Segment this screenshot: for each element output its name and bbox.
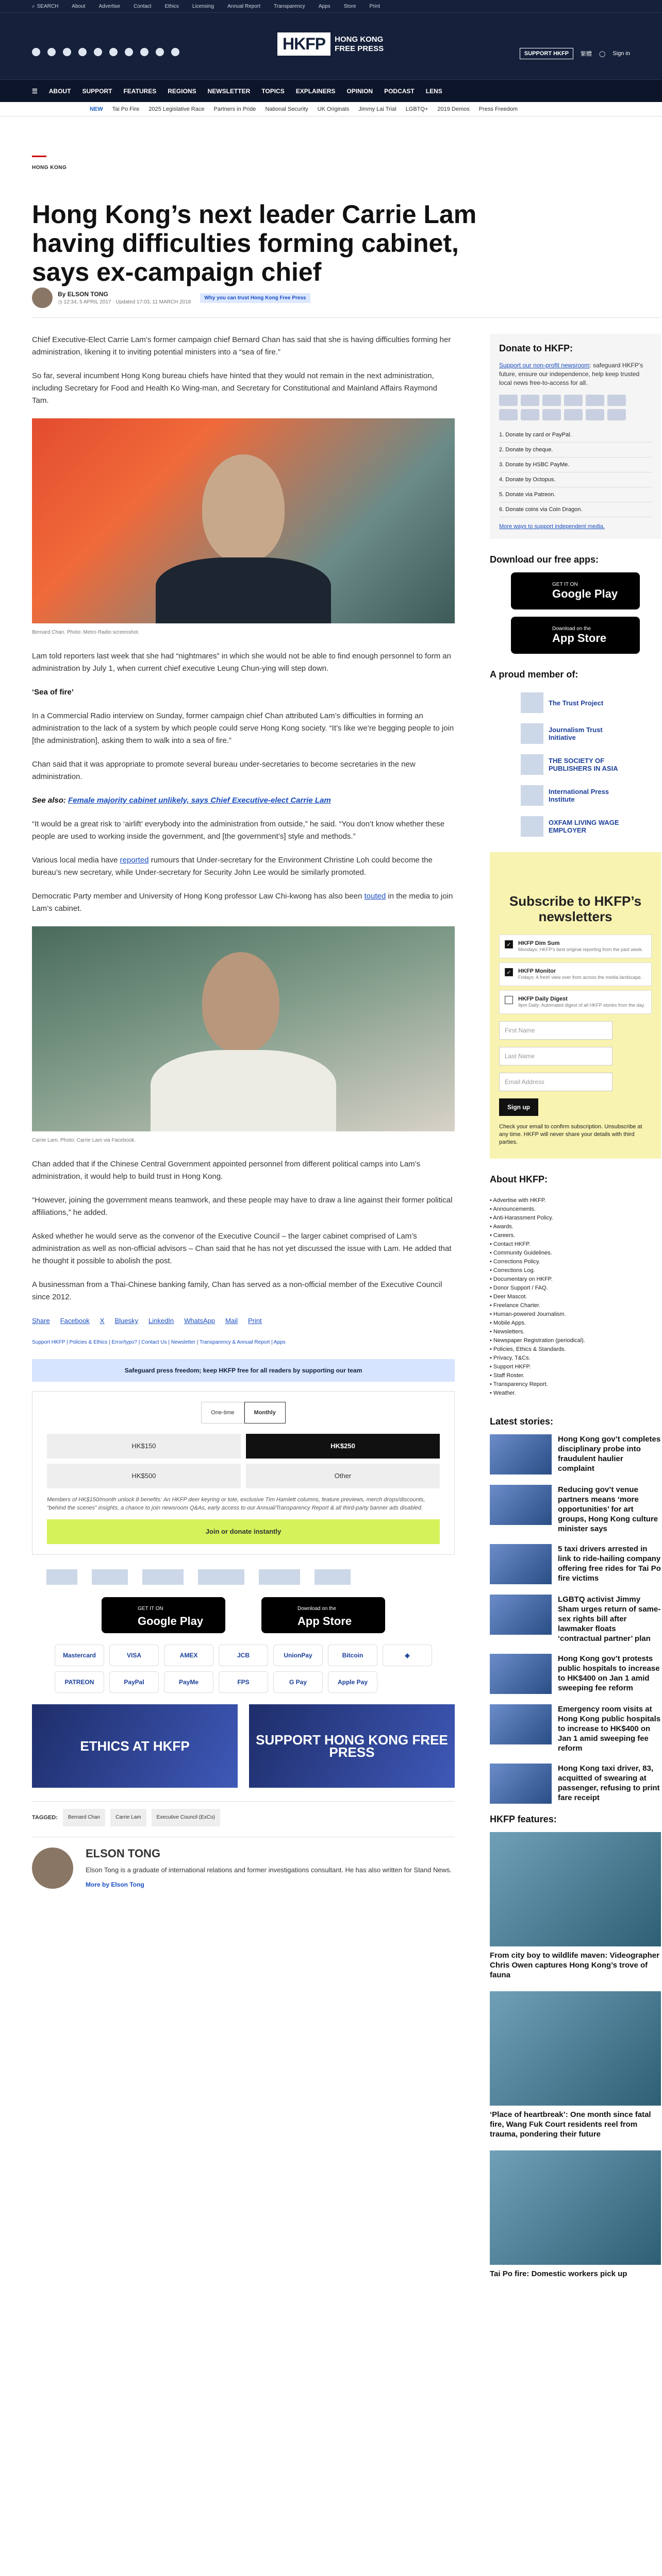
author-avatar[interactable] (32, 287, 53, 308)
topic-link[interactable]: Tai Po Fire (112, 106, 140, 112)
story-thumbnail[interactable] (490, 1764, 552, 1804)
story-thumbnail[interactable] (490, 1485, 552, 1525)
member-heading: A proud member of: (490, 669, 578, 680)
story-thumbnail[interactable] (490, 1595, 552, 1635)
utility-link[interactable]: Store (343, 3, 356, 9)
newsletter-option[interactable]: ✓ HKFP Monitor Fridays: A fresh view over from across the media landscape. (499, 962, 652, 986)
whatsapp-icon[interactable] (156, 48, 164, 56)
instagram-icon[interactable] (63, 48, 71, 56)
app-store-badge[interactable]: Download on the App Store (511, 617, 640, 654)
main-nav (0, 79, 662, 102)
newsletter-panel (490, 852, 661, 1159)
apps-heading: Download our free apps: (490, 554, 599, 565)
more-by-author-link[interactable]: More by Elson Tong (86, 1881, 144, 1888)
signin-link[interactable]: Sign in (613, 50, 630, 57)
oxfam-icon (521, 816, 543, 837)
about-link[interactable]: • Transparency Report. (490, 1381, 548, 1387)
social-links (32, 48, 179, 56)
story-title[interactable]: Reducing gov’t venue partners means ‘more opportunities’ for art groups, Hong Kong culture minister says (558, 1485, 658, 1533)
donate-option[interactable]: 4. Donate by Octopus. (499, 472, 652, 487)
utility-link[interactable]: Advertise (98, 3, 121, 9)
feature-card[interactable] (490, 1832, 661, 1980)
member-logo[interactable]: The Trust Project (490, 687, 661, 718)
donate-option[interactable]: 6. Donate coins via Coin Dragon. (499, 502, 652, 517)
sopa-icon (521, 754, 543, 775)
story-title[interactable]: LGBTQ activist Jimmy Sham urges return of same-sex rights bill after lawmaker floats ‘contractual partner’ plan (558, 1595, 661, 1643)
about-list (490, 1192, 661, 1402)
card-icon (499, 395, 518, 406)
newsletter-option[interactable]: ✓ HKFP Dim Sum Mondays: HKFP’s best original reporting from the past week. (499, 935, 652, 958)
newsletter-note: Check your email to confirm subscription. Unsubscribe at any time. HKFP will never share your details with third parties. (499, 1124, 642, 1145)
nav-item[interactable]: EXPLAINERS (295, 87, 336, 95)
see-also: See also: Female majority cabinet unlikely, says Chief Executive-elect Carrie Lam (32, 796, 331, 805)
donation-widget (32, 1391, 455, 1555)
nav-item[interactable]: LENS (425, 87, 442, 95)
safeguard-banner: Safeguard press freedom; keep HKFP free for all readers by supporting our team (32, 1359, 455, 1382)
about-link[interactable]: • Contact HKFP. (490, 1241, 531, 1247)
about-heading: About HKFP: (490, 1174, 548, 1184)
one-time-tab[interactable]: One-time (201, 1402, 244, 1423)
paragraph: In a Commercial Radio interview on Sunday, former campaign chief Chan attributed Lam’s difficulties in forming an administration to the lack of a system by which people could serve Hong Kong society. “It’s like we’re begging people to join [the administration], asking them to walk into a sea of fire.” (32, 711, 454, 745)
utility-link[interactable]: Annual Report (227, 3, 261, 9)
story-thumbnail[interactable] (490, 1434, 552, 1475)
google-play-badge[interactable]: GET IT ON Google Play (102, 1597, 225, 1633)
about-link[interactable]: • Awards. (490, 1224, 514, 1230)
nav-item[interactable]: ABOUT (48, 87, 71, 95)
google-play-badge[interactable]: GET IT ON Google Play (511, 572, 640, 609)
article-photo (32, 418, 455, 623)
facebook-icon[interactable] (32, 48, 40, 56)
story-thumbnail[interactable] (490, 1704, 552, 1744)
topic-link[interactable]: 2019 Demos (437, 106, 470, 112)
portrait-body (156, 557, 331, 623)
language-link[interactable]: 繁體 (581, 51, 592, 57)
trust-project-logo[interactable] (46, 1569, 77, 1585)
applepay-icon: Apple Pay (328, 1671, 377, 1693)
donate-option[interactable]: 2. Donate by cheque. (499, 443, 652, 457)
about-link[interactable]: • Advertise with HKFP. (490, 1197, 546, 1204)
payme-icon: PayMe (164, 1671, 213, 1693)
divider (32, 317, 661, 318)
about-link[interactable]: • Anti-Harassment Policy. (490, 1215, 553, 1221)
site-logo[interactable]: HKFP HONG KONG FREE PRESS (277, 32, 384, 56)
share-print[interactable]: Print (247, 1317, 262, 1325)
about-link[interactable]: • Newsletters. (490, 1329, 525, 1335)
linkedin-icon[interactable] (125, 48, 133, 56)
paragraph: Asked whether he would serve as the convenor of the Executive Council – the larger cabinet comprised of Lam’s administration as well as non-official advisors – Chan said that he has not yet discussed the issue with Lam. He added that he thought it possible to abolish the post. (32, 1232, 452, 1265)
amex-icon: AMEX (164, 1645, 213, 1666)
story-card[interactable] (490, 1544, 661, 1584)
newsletter-option[interactable]: HKFP Daily Digest 9pm Daily: Automated digest of all HKFP stories from the day. (499, 990, 652, 1014)
publish-date: 12:34, 5 APRIL 2017 (63, 299, 111, 305)
about-link[interactable]: • Support HKFP. (490, 1364, 531, 1370)
tag-list: TAGGED: Bernard Chan Carrie Lam Executive Council (ExCo) (32, 1801, 455, 1826)
article-title: Hong Kong’s next leader Carrie Lam having difficulties forming cabinet, says ex-campaign chief (32, 200, 477, 286)
card-icon (542, 409, 561, 420)
visa-icon: VISA (109, 1645, 159, 1666)
card-icon (521, 395, 539, 406)
paypal-icon: PayPal (109, 1671, 159, 1693)
nav-item[interactable]: FEATURES (123, 87, 157, 95)
ipi-icon (521, 785, 543, 806)
payment-icon: ◈ (383, 1645, 432, 1666)
amount-option[interactable]: Other (246, 1464, 440, 1488)
donate-button[interactable]: Join or donate instantly (47, 1519, 440, 1544)
feature-card[interactable] (490, 1991, 661, 2139)
card-icon (564, 395, 583, 406)
nav-item[interactable]: SUPPORT (82, 87, 112, 95)
nav-item[interactable]: NEWSLETTER (207, 87, 251, 95)
updated-date: Updated 17:03, 11 MARCH 2018 (115, 299, 191, 305)
patreon-icon: PATREON (55, 1671, 104, 1693)
mastercard-icon: Mastercard (55, 1645, 104, 1666)
feature-title[interactable]: From city boy to wildlife maven: Videographer Chris Owen captures Hong Kong’s trove of fauna (490, 1951, 659, 1979)
new-badge: NEW (90, 106, 103, 112)
x-icon[interactable] (47, 48, 56, 56)
partner-logo[interactable] (315, 1569, 351, 1585)
story-title[interactable]: Hong Kong taxi driver, 83, acquitted of swearing at passenger, refusing to print fare receipt (558, 1764, 660, 1802)
paragraph: Chan said that it was appropriate to promote several bureau under-secretaries to become secretaries in the new administration. (32, 760, 416, 781)
support-button[interactable]: SUPPORT HKFP (520, 48, 573, 59)
topic-link[interactable]: UK Originals (317, 106, 350, 112)
paragraph: Lam told reporters last week that she had “nightmares” in which she would not be able to find enough personnel to form an administration by July 1, when current chief executive Leung Chun-ying will step down. (32, 652, 451, 673)
bluesky-icon[interactable] (94, 48, 102, 56)
author-box (32, 1837, 455, 1891)
monthly-tab[interactable]: Monthly (244, 1402, 286, 1423)
portrait (202, 454, 285, 563)
photo-caption: Carrie Lam. Photo: Carrie Lam via Facebook. (32, 1138, 136, 1143)
utility-bar (0, 0, 662, 12)
membership-note: Members of HK$150/month unlock 8 benefits: An HKFP deer keyring or tote, exclusive Tim Hamlett columns, feature previews, merch drops/discounts, “behind the scenes” insights, a chance to join newsroom Q&As, early access to our Annual/Transparency Report & all third-party banner ads disabled. (47, 1497, 425, 1511)
article-body (32, 334, 455, 1891)
byline: By ELSON TONG ◷ 12:34, 5 APRIL 2017 · Updated 17:03, 11 MARCH 2018 Why you can trust Hong Kong Free Press (32, 287, 310, 308)
photo-caption: Bernard Chan. Photo: Metro Radio screenshot. (32, 630, 140, 635)
ethics-video-banner[interactable]: ETHICS AT HKFP (32, 1704, 238, 1788)
author-bio: Elson Tong is a graduate of international relations and former investigations consultant. He has also written for Stand News. (86, 1866, 452, 1874)
paragraph: Democratic Party member and University of Hong Kong professor Law Chi-kwong has also been touted in the media to join Lam’s cabinet. (32, 892, 453, 913)
search-icon: ⌕ (32, 3, 35, 9)
topic-link[interactable]: Partners in Pride (213, 106, 256, 112)
card-icon (521, 409, 539, 420)
feature-title[interactable]: Tai Po fire: Domestic workers pick up (490, 2269, 627, 2278)
features-heading: HKFP features: (490, 1814, 557, 1824)
amount-option[interactable]: HK$500 (47, 1464, 241, 1488)
tag[interactable]: Carrie Lam (110, 1809, 146, 1826)
paragraph: “However, joining the government means teamwork, and these people may have to draw a line against their former political affiliations,” he added. (32, 1196, 453, 1217)
author-name[interactable]: By ELSON TONG (58, 291, 108, 298)
card-icon (586, 409, 604, 420)
bitcoin-icon: Bitcoin (328, 1645, 377, 1666)
telegram-icon[interactable] (140, 48, 148, 56)
share-whatsapp[interactable]: WhatsApp (184, 1317, 216, 1325)
nav-item[interactable]: REGIONS (168, 87, 196, 95)
donate-option[interactable]: 1. Donate by card or PayPal. (499, 428, 652, 443)
threads-icon[interactable] (78, 48, 87, 56)
utility-link[interactable]: About (72, 3, 86, 9)
story-thumbnail[interactable] (490, 1544, 552, 1584)
feature-image[interactable] (490, 1832, 661, 1946)
story-title[interactable]: 5 taxi drivers arrested in link to ride-hailing company offering free rides for Tai Po fire victims (558, 1545, 661, 1583)
utility-link[interactable]: Apps (318, 3, 330, 9)
topic-link[interactable]: Press Freedom (478, 106, 518, 112)
story-thumbnail[interactable] (490, 1654, 552, 1694)
see-also-link[interactable]: Female majority cabinet unlikely, says Chief Executive-elect Carrie Lam (68, 796, 331, 805)
story-card[interactable] (490, 1434, 661, 1475)
sopa-logo[interactable] (142, 1569, 184, 1585)
about-link[interactable]: • Staff Roster. (490, 1372, 525, 1379)
story-card[interactable] (490, 1764, 661, 1804)
about-link[interactable]: • Careers. (490, 1232, 516, 1239)
share-mail[interactable]: Mail (225, 1317, 238, 1325)
ipi-logo[interactable] (198, 1569, 244, 1585)
donate-heading: Donate to HKFP: (499, 343, 573, 353)
last-name-field[interactable]: Last Name (499, 1047, 613, 1065)
donate-option[interactable]: 5. Donate via Patreon. (499, 487, 652, 502)
donate-option[interactable]: 3. Donate by HSBC PayMe. (499, 457, 652, 472)
about-link[interactable]: • Policies, Ethics & Standards. (490, 1346, 566, 1352)
about-link[interactable]: • Privacy, T&Cs. (490, 1355, 531, 1361)
card-icon (607, 395, 626, 406)
paragraph: Various local media have reported rumours that Under-secretary for the Environment Christine Loh could become the bureau’s new secretary, while Under-secretary for Security John Lee would be similarly promoted. (32, 856, 433, 877)
paragraph: “It would be a great risk to ‘airlift’ everybody into the administration from outside,” he said. “You don’t know whether these people are used to working inside the government, and [the government’s] style and methods.” (32, 820, 445, 841)
share-linkedin[interactable]: LinkedIn (148, 1317, 174, 1325)
latest-heading: Latest stories: (490, 1416, 554, 1427)
about-link[interactable]: • Mobile Apps. (490, 1320, 526, 1326)
topic-link[interactable]: 2025 Legislative Race (148, 106, 205, 112)
paragraph: Chief Executive-Elect Carrie Lam’s former campaign chief Bernard Chan has said that she is having difficulties forming her administration, likening it to inviting potential ministers into a “sea of fire.” (32, 335, 451, 357)
card-icon (499, 409, 518, 420)
amount-option[interactable]: HK$150 (47, 1434, 241, 1459)
feature-image[interactable] (490, 2150, 661, 2265)
portrait (202, 952, 279, 1053)
site-header (0, 12, 662, 79)
user-icon[interactable]: ◯ (599, 50, 606, 57)
utility-link[interactable]: Ethics (164, 3, 179, 9)
rss-icon[interactable] (171, 48, 179, 56)
share-label: Share (32, 1317, 50, 1325)
share-bluesky[interactable]: Bluesky (114, 1317, 138, 1325)
jcb-icon: JCB (219, 1645, 268, 1666)
author-avatar[interactable] (32, 1848, 73, 1889)
member-logo[interactable]: OXFAM LIVING WAGE EMPLOYER (490, 811, 661, 842)
donate-panel: Donate to HKFP: Support our non-profit newsroom: safeguard HKFP’s future, ensure our independence, help keep trusted local news free-to-access for all. 1. Donate by card or PayPal. 2. Donate by cheque. 3. Donate by HSBC PayMe. 4. Donate by Octopus. 5. Donate via Patreon. 6. Donate coins via Coin Dragon. More ways to support independent media. (490, 334, 661, 539)
utility-link[interactable]: Transparency (274, 3, 305, 9)
app-store-badge[interactable]: Download on the App Store (261, 1597, 385, 1633)
story-card[interactable] (490, 1704, 661, 1753)
tag[interactable]: Executive Council (ExCo) (152, 1809, 220, 1826)
story-card[interactable] (490, 1485, 661, 1534)
topic-link[interactable]: LGBTQ+ (405, 106, 428, 112)
email-field[interactable]: Email Address (499, 1073, 613, 1091)
nav-item[interactable]: OPINION (346, 87, 373, 95)
paragraph: Chan added that if the Chinese Central Government appointed personnel from different political camps into Lam’s administration, it would help to build trust in Hong Kong. (32, 1160, 421, 1181)
paragraph: A businessman from a Thai-Chinese banking family, Chan has served as a non-official member of the Executive Council since 2012. (32, 1280, 442, 1301)
about-link[interactable]: • Deer Mascot. (490, 1294, 527, 1300)
author-name[interactable]: ELSON TONG (86, 1847, 161, 1860)
share-bar (32, 1315, 455, 1327)
jti-icon (521, 723, 543, 744)
topic-link[interactable]: National Security (265, 106, 308, 112)
jti-logo[interactable] (92, 1569, 128, 1585)
story-title[interactable]: Hong Kong gov’t completes disciplinary probe into fraudulent haulier complaint (558, 1435, 661, 1473)
share-facebook[interactable]: Facebook (60, 1317, 90, 1325)
more-ways-link[interactable]: More ways to support independent media. (499, 523, 605, 530)
trust-project-icon (521, 692, 543, 713)
feature-image[interactable] (490, 1991, 661, 2106)
member-logo[interactable]: International Press Institute (490, 780, 661, 811)
first-name-field[interactable]: First Name (499, 1021, 613, 1040)
member-logo[interactable]: THE SOCIETY OF PUBLISHERS IN ASIA (490, 749, 661, 780)
about-link[interactable]: • Weather. (490, 1390, 516, 1396)
newsletter-heading: Subscribe to HKFP’s newsletters (509, 893, 642, 924)
about-link[interactable]: • Announcements. (490, 1206, 536, 1212)
category-label[interactable]: HONG KONG (32, 165, 67, 171)
unionpay-icon: UnionPay (273, 1645, 323, 1666)
about-link[interactable]: • Human-powered Journalism. (490, 1311, 566, 1317)
utility-link[interactable]: Licensing (192, 3, 214, 9)
touted-link[interactable]: touted (364, 892, 386, 901)
about-link[interactable]: • Corrections Policy. (490, 1259, 540, 1265)
about-link[interactable]: • Newspaper Registration (periodical). (490, 1337, 585, 1344)
trust-link[interactable]: Why you can trust Hong Kong Free Press (200, 293, 310, 303)
card-icon (607, 409, 626, 420)
fps-icon: FPS (219, 1671, 268, 1693)
share-x[interactable]: X (100, 1317, 105, 1325)
partner-logos (32, 1569, 455, 1585)
feature-list (490, 1832, 661, 2279)
tag[interactable]: Bernard Chan (63, 1809, 105, 1826)
oxfam-logo[interactable] (259, 1569, 300, 1585)
nav-item[interactable]: TOPICS (261, 87, 285, 95)
about-link[interactable]: • Donor Support / FAQ. (490, 1285, 548, 1291)
signup-button[interactable]: Sign up (499, 1098, 538, 1116)
reported-link[interactable]: reported (120, 856, 149, 865)
nav-item[interactable]: PODCAST (384, 87, 415, 95)
about-link[interactable]: • Corrections Log. (490, 1267, 535, 1274)
card-icon (542, 395, 561, 406)
search-link[interactable]: ⌕ SEARCH (32, 3, 59, 9)
latest-list (490, 1434, 661, 1804)
gpay-icon: G Pay (273, 1671, 323, 1693)
portrait-body (151, 1050, 336, 1131)
paragraph: So far, several incumbent Hong Kong bureau chiefs have hinted that they would not remain in the next administration, including Secretary for Food and Health Ko Wing-man, and Secretary for Constitutional and Mainland Affairs Raymond Tam. (32, 371, 437, 405)
feature-card[interactable] (490, 2150, 661, 2279)
clock-icon: ◷ (58, 299, 62, 305)
support-newsroom-link[interactable]: Support our non-profit newsroom (499, 362, 590, 369)
footer-links[interactable]: Support HKFP | Policies & Ethics | Error/typo? | Contact Us | Newsletter | Transparency & Annual Report | Apps (32, 1340, 286, 1345)
utility-link[interactable]: Print (369, 3, 380, 9)
card-logos (499, 395, 652, 420)
checkbox-checked-icon[interactable]: ✓ (505, 940, 513, 948)
utility-link[interactable]: Contact (134, 3, 152, 9)
menu-icon[interactable]: ☰ (32, 87, 38, 95)
article-photo (32, 926, 455, 1131)
section-heading: ‘Sea of fire’ (32, 688, 74, 697)
youtube-icon[interactable] (109, 48, 118, 56)
story-title[interactable]: Hong Kong gov’t protests public hospitals to increase to HK$400 on Jan 1 amid sweeping fee reform (558, 1654, 660, 1692)
kicker-rule (32, 156, 46, 157)
checkbox-checked-icon[interactable]: ✓ (505, 968, 513, 976)
about-link[interactable]: • Freelance Charter. (490, 1302, 541, 1309)
story-title[interactable]: Emergency room visits at Hong Kong public hospitals to increase to HK$400 on Jan 1 amid sweeping fee reform (558, 1705, 661, 1753)
support-video-banner[interactable]: SUPPORT HONG KONG FREE PRESS (249, 1704, 455, 1788)
amount-option-selected[interactable]: HK$250 (246, 1434, 440, 1459)
topic-link[interactable]: Jimmy Lai Trial (358, 106, 396, 112)
member-logo[interactable]: Journalism Trust Initiative (490, 718, 661, 749)
feature-title[interactable]: ‘Place of heartbreak’: One month since fatal fire, Wang Fuk Court residents reel from trauma, pondering their future (490, 2110, 651, 2139)
checkbox-icon[interactable] (505, 996, 513, 1004)
topic-bar (0, 102, 662, 116)
story-card[interactable] (490, 1595, 661, 1643)
story-card[interactable] (490, 1654, 661, 1694)
sidebar (490, 334, 661, 2290)
card-icon (586, 395, 604, 406)
about-link[interactable]: • Documentary on HKFP. (490, 1276, 553, 1282)
about-link[interactable]: • Community Guidelines. (490, 1250, 552, 1256)
card-icon (564, 409, 583, 420)
payment-methods (32, 1645, 455, 1693)
